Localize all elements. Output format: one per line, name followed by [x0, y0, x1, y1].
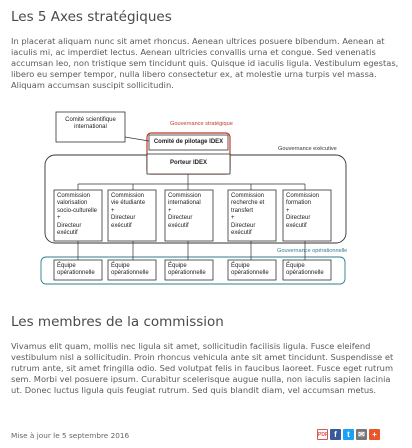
comite-scientifique-line-2: international [74, 124, 107, 131]
equipe-line: Équipe [111, 263, 130, 269]
commission-line: Directeur [286, 215, 311, 222]
equipe-line: opérationnelle [57, 270, 95, 277]
commission-line: exécutif [57, 230, 78, 237]
equipe-line: Équipe [57, 263, 76, 269]
commission-line: vie étudiante [111, 200, 146, 207]
commission-line: Commission [286, 193, 320, 199]
equipe-operationnelle [286, 263, 330, 278]
commission-line: exécutif [286, 222, 307, 229]
equipe-operationnelle [168, 263, 212, 278]
commission-line: exécutif [168, 222, 189, 229]
equipe-operationnelle [57, 263, 101, 278]
comite-pilotage-box: Comité de pilotage IDEX [153, 139, 224, 145]
commission-international [168, 193, 212, 230]
commission-formation [286, 193, 330, 230]
commission-line: Directeur [168, 215, 193, 222]
equipe-line: Équipe [286, 263, 305, 269]
commission-line: Commission [111, 193, 145, 199]
equipe-line: opérationnelle [231, 270, 269, 277]
equipe-line: Équipe [168, 263, 187, 269]
commission-line: Commission [231, 193, 265, 199]
commission-line: + [111, 207, 115, 214]
pdf-icon[interactable]: PDF [317, 429, 328, 440]
intro-paragraph: In placerat aliquam nunc sit amet rhoncus. Aenean ultrices posuere bibendum. Aenean at iaculis mi, ac imperdiet lectus. Aenean ultricies convallis urna et congue. Sed venenatis accumsan leo, non tristique sem tincidunt quis. Quisque id iaculis ligula. Vestibulum egestas, libero eu semper tempor, nulla libero consectetur ex, at molestie urna turpis vel massa. Aliquam accumsan suscipit sollicitudin. [11, 36, 399, 90]
comite-scientifique-box [56, 117, 125, 132]
commission-line: Directeur [57, 222, 82, 229]
label-gouvernance-operationnelle: Gouvernance opérationnelle [277, 248, 348, 254]
commission-vie-etudiante [111, 193, 155, 230]
section-title-axes: Les 5 Axes stratégiques [11, 9, 172, 25]
equipe-operationnelle [111, 263, 155, 278]
commission-line: Commission [168, 193, 202, 199]
email-icon[interactable]: ✉ [356, 429, 367, 440]
commission-line: Commission [57, 193, 91, 199]
commission-line: Directeur [111, 215, 136, 222]
commission-line: international [168, 200, 201, 207]
commission-line: + [168, 207, 172, 214]
commission-line: recherche et [231, 200, 265, 207]
commission-line: + [231, 215, 235, 222]
commission-line: socio-culturelle [57, 207, 98, 214]
commission-line: transfert [231, 207, 254, 214]
equipe-operationnelle [231, 263, 275, 278]
equipe-line: Équipe [231, 263, 250, 269]
plus-icon[interactable]: + [369, 429, 380, 440]
commission-line: formation [286, 200, 312, 207]
commission-valorisation [57, 193, 101, 237]
commission-line: valorisation [57, 200, 88, 207]
label-gouvernance-executive: Gouvernance exécutive [278, 146, 337, 152]
equipe-line: opérationnelle [168, 270, 206, 277]
commission-line: exécutif [111, 222, 132, 229]
members-paragraph: Vivamus elit quam, mollis nec ligula sit amet, sollicitudin facilisis ligula. Fusce eleifend vestibulum nisl a sollicitudin. Proin rhoncus vehicula ante sit amet tincidunt. Suspendisse et rutrum ante, sit amet fringilla odio. Sed volutpat felis in faucibus laoreet. Fusce eget rutrum sem. Morbi vel posuere ipsum. Curabitur scelerisque augue nulla, non iaculis sapien lacinia ut. Donec luctus ligula quis feugiat rutrum. Sed quis blandit diam, vel accumsan metus. [11, 341, 394, 395]
commission-line: + [286, 207, 290, 214]
commission-line: + [57, 215, 61, 222]
comite-scientifique-line-1: Comité scientifique [65, 117, 116, 123]
facebook-icon[interactable]: f [330, 429, 341, 440]
share-toolbar [317, 429, 380, 440]
section-title-membres: Les membres de la commission [11, 314, 224, 330]
last-updated: Mise à jour le 5 septembre 2016 [11, 431, 130, 440]
porteur-box: Porteur IDEX [169, 160, 207, 166]
commission-line: Directeur [231, 222, 256, 229]
equipe-line: opérationnelle [111, 270, 149, 277]
label-gouvernance-strategique: Gouvernance stratégique [170, 121, 233, 127]
commission-line: exécutif [231, 230, 252, 237]
equipe-line: opérationnelle [286, 270, 324, 277]
twitter-icon[interactable]: t [343, 429, 354, 440]
commission-recherche [231, 193, 275, 237]
